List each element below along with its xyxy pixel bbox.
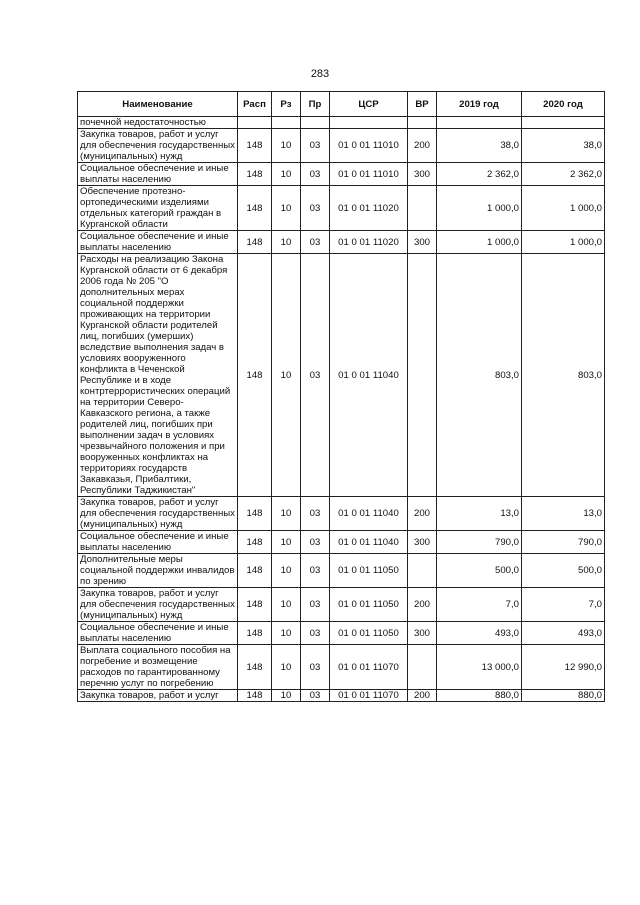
- cell-pr: 03: [301, 622, 330, 645]
- cell-name: Выплата социального пособия на погребение и возмещение расходов по гарантированному перечню услуг по погребению: [78, 645, 238, 690]
- cell-2020: 500,0: [522, 554, 605, 588]
- cell-2020: [522, 117, 605, 129]
- cell-2019: 2 362,0: [437, 163, 522, 186]
- cell-2019: 790,0: [437, 531, 522, 554]
- column-header-rasp: Расп: [238, 92, 272, 117]
- cell-2019: 500,0: [437, 554, 522, 588]
- cell-rz: 10: [272, 231, 301, 254]
- cell-name: Социальное обеспечение и иные выплаты населению: [78, 531, 238, 554]
- table-row: [78, 645, 605, 690]
- table-row: [78, 231, 605, 254]
- cell-csr: 01 0 01 11050: [330, 622, 408, 645]
- cell-csr: 01 0 01 11010: [330, 163, 408, 186]
- cell-2019: 803,0: [437, 254, 522, 497]
- cell-rz: [272, 117, 301, 129]
- cell-rasp: 148: [238, 129, 272, 163]
- cell-vr: 300: [408, 531, 437, 554]
- cell-pr: 03: [301, 497, 330, 531]
- cell-rasp: 148: [238, 231, 272, 254]
- column-header-rz: Рз: [272, 92, 301, 117]
- cell-rz: 10: [272, 129, 301, 163]
- page-number: 283: [310, 68, 330, 80]
- cell-csr: 01 0 01 11040: [330, 497, 408, 531]
- table-row: [78, 497, 605, 531]
- cell-pr: 03: [301, 231, 330, 254]
- cell-vr: [408, 645, 437, 690]
- budget-table: [77, 91, 605, 702]
- cell-pr: 03: [301, 690, 330, 702]
- cell-rasp: 148: [238, 163, 272, 186]
- cell-2020: 790,0: [522, 531, 605, 554]
- cell-rasp: 148: [238, 186, 272, 231]
- cell-rz: 10: [272, 186, 301, 231]
- cell-2019: 38,0: [437, 129, 522, 163]
- cell-rz: 10: [272, 690, 301, 702]
- cell-2019: 1 000,0: [437, 231, 522, 254]
- cell-vr: 200: [408, 497, 437, 531]
- cell-vr: 200: [408, 588, 437, 622]
- table-row: [78, 129, 605, 163]
- cell-rasp: 148: [238, 497, 272, 531]
- table-row: [78, 163, 605, 186]
- cell-2019: 7,0: [437, 588, 522, 622]
- column-header-csr: ЦСР: [330, 92, 408, 117]
- cell-vr: [408, 554, 437, 588]
- cell-csr: 01 0 01 11070: [330, 645, 408, 690]
- cell-2019: [437, 117, 522, 129]
- cell-pr: [301, 117, 330, 129]
- cell-rz: 10: [272, 531, 301, 554]
- cell-2020: 880,0: [522, 690, 605, 702]
- cell-pr: 03: [301, 163, 330, 186]
- cell-name: Закупка товаров, работ и услуг для обеспечения государственных (муниципальных) нужд: [78, 129, 238, 163]
- cell-2019: 1 000,0: [437, 186, 522, 231]
- cell-name: Социальное обеспечение и иные выплаты населению: [78, 231, 238, 254]
- cell-vr: 200: [408, 690, 437, 702]
- cell-rasp: [238, 117, 272, 129]
- cell-name: Дополнительные меры социальной поддержки инвалидов по зрению: [78, 554, 238, 588]
- column-header-2020: 2020 год: [522, 92, 605, 117]
- cell-csr: 01 0 01 11010: [330, 129, 408, 163]
- cell-name: Социальное обеспечение и иные выплаты населению: [78, 163, 238, 186]
- cell-vr: 200: [408, 129, 437, 163]
- cell-csr: 01 0 01 11070: [330, 690, 408, 702]
- cell-vr: 300: [408, 231, 437, 254]
- cell-2019: 880,0: [437, 690, 522, 702]
- cell-name: Расходы на реализацию Закона Курганской области от 6 декабря 2006 года № 205 "О дополнительных мерах социальной поддержки проживающих на территории Курганской области родителей лиц, погибших (умерших) вследствие выполнения задач в условиях вооруженного конфликта в Чеченской Республике и в ходе контртеррористических операций на территории Северо-Кавказского региона, а также родителей лиц, погибших при выполнении задач в условиях чрезвычайного положения и при вооруженных конфликтах на территориях государств Закавказья, Прибалтики, Республики Таджикистан": [78, 254, 238, 497]
- cell-pr: 03: [301, 645, 330, 690]
- cell-2019: 13 000,0: [437, 645, 522, 690]
- cell-rasp: 148: [238, 531, 272, 554]
- cell-rz: 10: [272, 497, 301, 531]
- table-row: [78, 554, 605, 588]
- cell-name: Обеспечение протезно-ортопедическими изделиями отдельных категорий граждан в Курганской области: [78, 186, 238, 231]
- cell-vr: [408, 186, 437, 231]
- cell-2020: 493,0: [522, 622, 605, 645]
- cell-name: Закупка товаров, работ и услуг для обеспечения государственных (муниципальных) нужд: [78, 588, 238, 622]
- cell-rasp: 148: [238, 645, 272, 690]
- cell-csr: [330, 117, 408, 129]
- cell-2020: 7,0: [522, 588, 605, 622]
- column-header-vr: ВР: [408, 92, 437, 117]
- cell-2020: 13,0: [522, 497, 605, 531]
- cell-rasp: 148: [238, 554, 272, 588]
- cell-rasp: 148: [238, 622, 272, 645]
- cell-csr: 01 0 01 11040: [330, 254, 408, 497]
- cell-vr: 300: [408, 622, 437, 645]
- column-header-2019: 2019 год: [437, 92, 522, 117]
- cell-pr: 03: [301, 186, 330, 231]
- cell-2020: 2 362,0: [522, 163, 605, 186]
- cell-name: почечной недостаточностью: [78, 117, 238, 129]
- table-body: [78, 117, 605, 702]
- cell-2020: 12 990,0: [522, 645, 605, 690]
- cell-rz: 10: [272, 645, 301, 690]
- cell-rz: 10: [272, 554, 301, 588]
- cell-rz: 10: [272, 588, 301, 622]
- cell-rz: 10: [272, 163, 301, 186]
- cell-pr: 03: [301, 254, 330, 497]
- table-header-row: [78, 92, 605, 117]
- table-row: [78, 117, 605, 129]
- table-row: [78, 254, 605, 497]
- cell-csr: 01 0 01 11050: [330, 554, 408, 588]
- cell-rasp: 148: [238, 588, 272, 622]
- column-header-name: Наименование: [78, 92, 238, 117]
- cell-vr: [408, 117, 437, 129]
- cell-rz: 10: [272, 622, 301, 645]
- table-row: [78, 588, 605, 622]
- cell-name: Закупка товаров, работ и услуг для обеспечения государственных (муниципальных) нужд: [78, 497, 238, 531]
- cell-csr: 01 0 01 11020: [330, 231, 408, 254]
- cell-pr: 03: [301, 554, 330, 588]
- cell-csr: 01 0 01 11020: [330, 186, 408, 231]
- cell-2020: 1 000,0: [522, 186, 605, 231]
- cell-vr: 300: [408, 163, 437, 186]
- cell-2020: 803,0: [522, 254, 605, 497]
- cell-csr: 01 0 01 11040: [330, 531, 408, 554]
- cell-pr: 03: [301, 588, 330, 622]
- cell-name: Социальное обеспечение и иные выплаты населению: [78, 622, 238, 645]
- cell-csr: 01 0 01 11050: [330, 588, 408, 622]
- column-header-pr: Пр: [301, 92, 330, 117]
- cell-rz: 10: [272, 254, 301, 497]
- cell-rasp: 148: [238, 254, 272, 497]
- table-row: [78, 690, 605, 702]
- cell-name: Закупка товаров, работ и услуг: [78, 690, 238, 702]
- table-row: [78, 622, 605, 645]
- cell-2020: 38,0: [522, 129, 605, 163]
- table-row: [78, 531, 605, 554]
- cell-2019: 493,0: [437, 622, 522, 645]
- cell-pr: 03: [301, 129, 330, 163]
- table-row: [78, 186, 605, 231]
- cell-pr: 03: [301, 531, 330, 554]
- cell-2019: 13,0: [437, 497, 522, 531]
- cell-rasp: 148: [238, 690, 272, 702]
- cell-vr: [408, 254, 437, 497]
- cell-2020: 1 000,0: [522, 231, 605, 254]
